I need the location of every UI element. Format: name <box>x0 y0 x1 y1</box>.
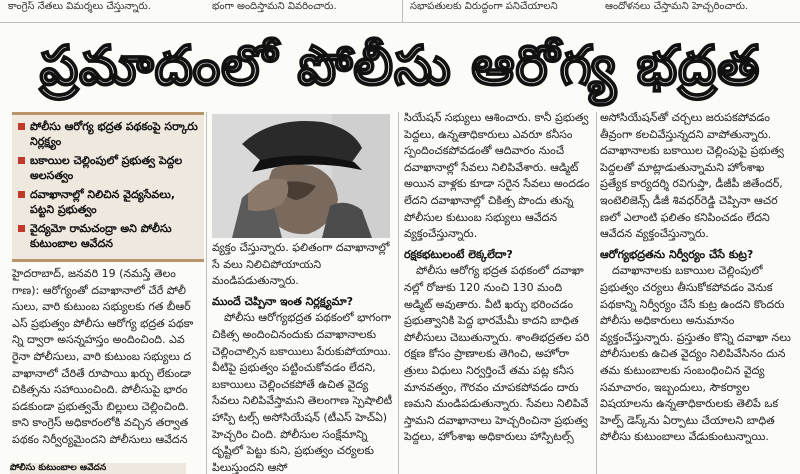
section-subhead <box>404 247 592 264</box>
square-bullet-icon <box>18 191 25 198</box>
body-paragraph: వ్యక్తం చేస్తున్నారు. ఫలితంగా దవాఖానాల్లో సే వలు నిలిచిపోయాయని మండిపడుతున్నారు. <box>212 241 390 288</box>
body-paragraph: హైదరాబాద్, జనవరి 19 (నమస్తే తెలం గాణ): ఆరోగ్యంతో దవాఖానాలో చేరే పోలీ సులు, వారి కుటుంబ సభ్యులకు గత బీఆర్ ఎస్ ప్రభుత్వం పోలీసు ఆరోగ్య భద్రత పథకా న్ని ద్వారా అసన్నహస్తం అందించింది. ఎవ రైనా పోలీసులు, వారి కుటుంబ సభ్యులు ద వాఖానాలో చేరితే రూపాయి ఖర్చు లేకుండా చికిత్సను సహాయించింది. పోలీసుపై భారం పడకుండా ప్రభుత్వమే బిల్లులు చెల్లించింది. కాని కాంగ్రెస్ అధికారంలోకి వచ్చిన తర్వాత పథకం నిర్వీర్యమైందని పోలీసులు ఆవేదన <box>12 267 194 446</box>
subhead-text: ముందే చెప్పినా ఇంత నిర్లక్ష్యమా? <box>212 294 353 308</box>
article-column-3 <box>404 110 592 474</box>
subhead-text: ఆరోగ్యభద్రతను నిర్వీర్యం చేసే కుట్ర? <box>600 247 754 261</box>
strip-divider <box>402 0 403 22</box>
body-paragraph: దవాఖానాలకు బకాయిల చెల్లింపులో ప్రభుత్వం చర్యలు తీసుకోకపోవడం వెనుక పథకాన్ని నిర్వీర్యం చేసే కుట్ర ఉందని కొందరు పోలీసు అధికారులు అనుమానం వ్యక్తంచేస్తున్నారు. ప్రస్తుతం కొన్ని దవాఖా నలు పోలీసులకు ఉచిత వైద్యం నిలిపివేసినం దున తమ కుటుంబాలకు సంబంధించిన వైద్య సమాచారం, ఇబ్బందులు, సౌకర్యాల విషయాలను ఉన్నతాధికారులకు తెలిపే ఒక హెల్ప్ డెస్క్‌ను ఏర్పాటు చేయాలని బాధిత పోలీసు కుటుంబాలు వేడుకుంటున్నాయి. <box>600 264 791 444</box>
column-divider <box>206 112 207 474</box>
strip-text-right1: సభాపతులకు విరుద్ధంగా పనిచేయాలని <box>410 1 558 12</box>
section-subhead <box>212 294 394 311</box>
police-officer-illustration <box>212 114 390 238</box>
strip-text-right2: ఆందోళనలు చేస్తామని హెచ్చరించారు. <box>605 1 749 12</box>
square-bullet-icon <box>18 157 25 164</box>
previous-article-strip <box>0 0 800 22</box>
body-paragraph: పోలీసు ఆరోగ్యభద్రత పథకంలో భాగంగా చికిత్స అందించినందుకు దవాఖానాలకు చెల్లించాల్సిన బకాయిలు పేరుకుపోయాయి. వీటిపై ప్రభుత్వం పట్టించుకోవడం లేదని, బకాయిలు చెల్లించకపోతే ఉచిత వైద్య సేవలు నిలిపివేస్తామని తెలంగాణ స్పెషాలిటీ హాస్పి టల్స్ అసోసియేషన్ (టీఎస్ హెచ్ఏ) హెచ్చరిం చింది. పోలీసుల సంక్షేమాన్ని దృష్టిలో పెట్టు కుని, ప్రభుత్వం చర్యలకు పిలుస్తుందని ఆసో <box>212 311 393 474</box>
article-column-2 <box>212 240 394 474</box>
square-bullet-icon <box>18 225 25 232</box>
subhead-text: రక్షకభటులంటే లెక్కలేదా? <box>404 247 513 261</box>
highlight-item <box>18 119 198 149</box>
body-paragraph: సియేషన్ సభ్యులు ఆశించారు. కానీ ప్రభుత్వ పెద్దలు, ఉన్నతాధికారులు ఎవరూ కనీసం స్పందించకపోవడంతో ఆదివారం నుంచే దవాఖానాల్లో సేవలు నిలిపివేశారు. ఆడ్మిట్ అయిన వాళ్లకు కూడా సరైన సేవలు అందడం లేదని దవాఖానాల్లో చికిత్స పొందు తున్న పోలీసుల కుటుంబ సభ్యులు ఆవేదన వ్యక్తంచేస్తున్నారు. <box>404 111 590 241</box>
police-officer-photo <box>212 114 390 238</box>
highlight-item <box>18 221 198 251</box>
body-paragraph: పోలీసు ఆరోగ్య భద్రత పథకంలో దవాఖా నల్లో రోజుకు 120 నుంచి 130 మంది అడ్మిట్ అవుతారు. వీటి ఖర్చు భరించడం ప్రభుత్వానికి పెద్ద భారమేమీ కాదని బాధిత పోలీసులు చెబుతున్నారు. శాంతిభద్రతల పరి రక్షణ కోసం ప్రాణాలకు తెగించి, అహోరా త్రులు విధులు నిర్వర్తించే తమ పట్ల కనీస మానవత్వం, గౌరవం చూపకపోవడం దారు ణమని మండిపడుతున్నారు. సేవలు నిలిపివే స్తామని దవాఖానాలు హెచ్చరించినా ప్రభుత్వ పెద్దలు, హోంశాఖ అధికారులు హాస్పిటల్స్ <box>404 264 590 444</box>
column-divider <box>596 112 597 474</box>
strip-text-left: కాంగ్రెస్ నేతలు విమర్శలు చేస్తున్నారు. <box>8 1 151 12</box>
article-column-1 <box>12 266 202 462</box>
column-divider <box>398 112 399 474</box>
article-column-4 <box>600 110 792 474</box>
headline: ప్రమాదంలో పోలీసు ఆరోగ్య భద్రత <box>39 34 761 97</box>
section-subhead <box>600 247 792 264</box>
square-bullet-icon <box>18 123 25 130</box>
highlights-box <box>12 112 204 262</box>
highlight-item <box>18 187 198 217</box>
highlight-text: దవాఖానాల్లో నిలిచిన వైద్యసేవలు, పట్టని ప్రభుత్వం <box>30 188 176 216</box>
highlight-text: పోలీసు ఆరోగ్య భద్రత పథకంపై సర్కారు నిర్లక్ష్యం <box>30 120 198 148</box>
highlight-text: బకాయిల చెల్లింపులో ప్రభుత్వ పెద్దల అలసత్వం <box>30 154 183 182</box>
body-paragraph: అసోసియేషన్‌తో చర్చలు జరుపకపోవడం తీవ్రంగా కలచివేస్తున్నదని వాపోతున్నారు. దవాఖానాలకు బకాయిల చెల్లింపుపై ప్రభుత్వ పెద్దలతో మాట్లాడుతున్నామని హోంశాఖ ప్రత్యేక కార్యదర్శి రవిగుప్తా, డీజీపీ జితేందర్, ఇంటెలిజెన్స్ డీజీ శివధర్‌రెడ్డి చెప్పినా ఆచర ణలో ఎలాంటి ఫలితం కనిపించడం లేదని ఆవేదన వ్యక్తంచేస్తున్నారు. <box>600 111 784 241</box>
highlight-text: వైద్యమో రామచంద్రా అని పోలీసు కుటుంబాల ఆవేదన <box>30 222 172 250</box>
next-article-tab: పోలీసు కుటుంబాల ఆవేదన <box>10 463 186 474</box>
top-rule <box>0 22 800 23</box>
highlight-item <box>18 153 198 183</box>
strip-text-middle: భంగా అందిస్తామని వివరించారు. <box>212 1 337 12</box>
